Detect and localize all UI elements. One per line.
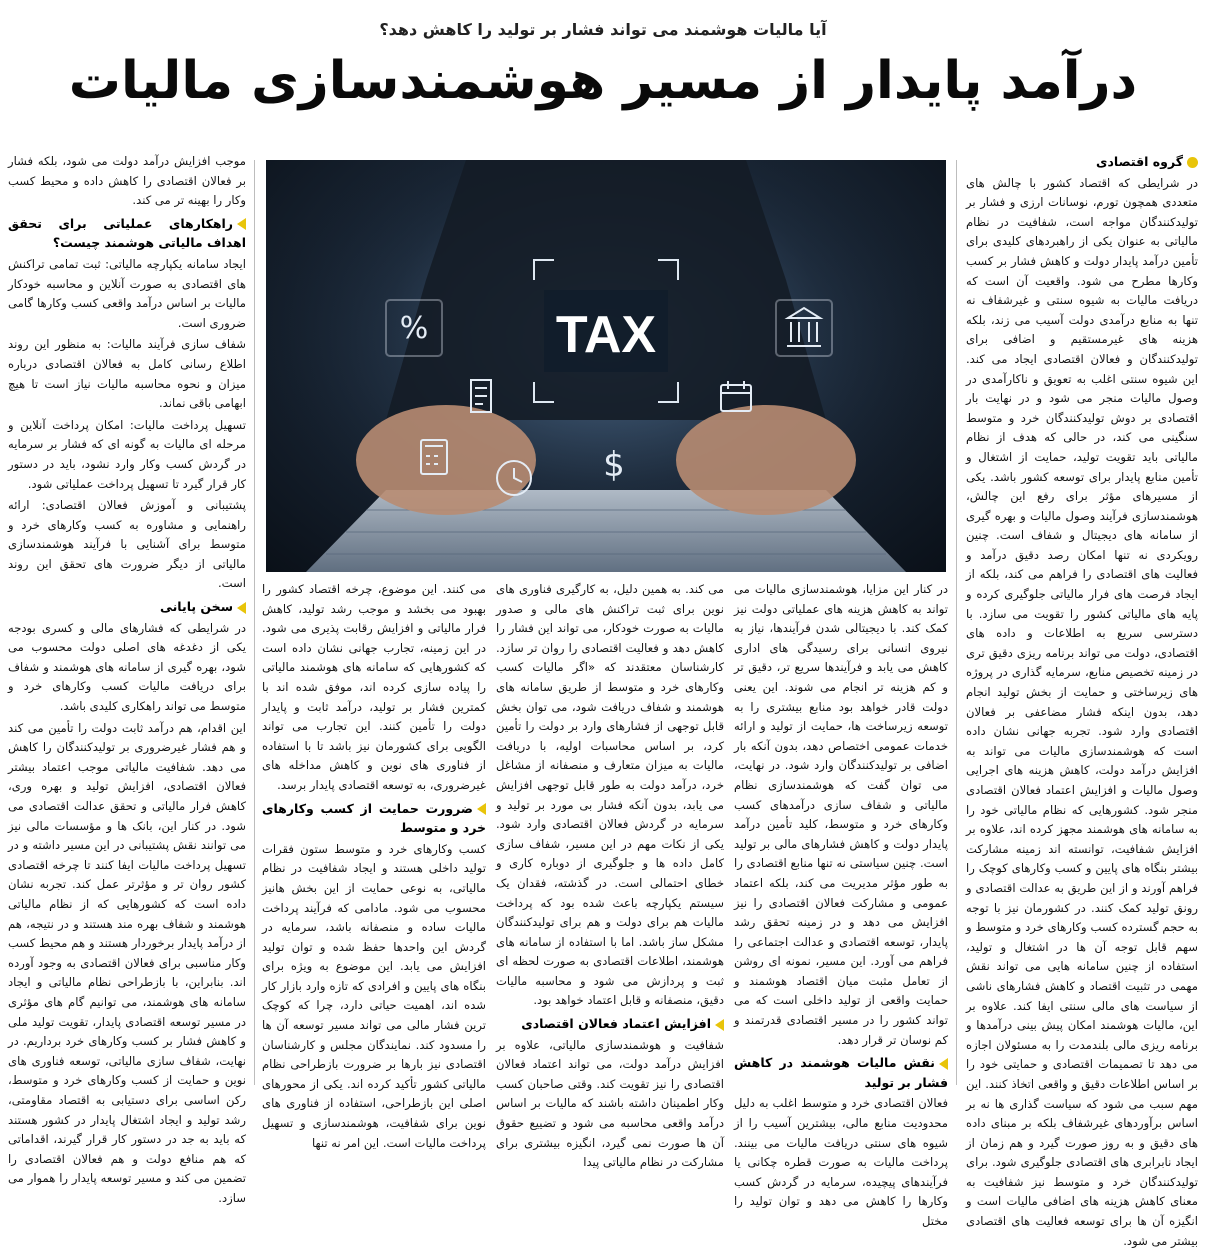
section-heading: ضرورت حمایت از کسب وکارهای خرد و متوسط [262,799,486,838]
paragraph: شفاف سازی فرآیند مالیات: به منظور این روند اطلاع رسانی کامل به فعالان اقتصادی درباره میزان و نحوه محاسبه مالیات نیاز است تا هیچ ابهامی باقی نماند. [8,337,246,411]
article-column-4 [262,580,486,1150]
section-heading: راهکارهای عملیاتی برای تحقق اهداف مالیاتی هوشمند چیست؟ [8,214,246,253]
tax-illustration [266,160,946,572]
paragraph: کسب وکارهای خرد و متوسط ستون فقرات تولید داخلی هستند و ایجاد شفافیت در نظام مالیاتی، به نوعی حمایت از این بخش هانیز محسوب می شود. مادامی که فرآیند پرداخت مالیات ساده و منصفانه باشد، سرمایه در گردش این واحدها حفظ شده و توان تولید افزایش می یابد. این موضوع به ویژه برای بنگاه های پایین و افرادی که تازه وارد بازار کار شده اند، اهمیت حیاتی دارد، چرا که کوچک ترین فشار مالی می تواند مسیر توسعه آن ها را مسدود کند. نمایندگان مجلس و کارشناسان اقتصادی نیز بارها بر ضرورت بازطراحی نظام مالیاتی کشور تأکید کرده اند. یکی از محورهای اصلی این بازطراحی، استفاده از فناوری های نوین برای شفافیت، هوشمندسازی و تسهیل پرداخت مالیات است. این امر نه تنها [262,841,486,1150]
paragraph: پشتیبانی و آموزش فعالان اقتصادی: ارائه راهنمایی و مشاوره به کسب وکارهای خرد و متوسط برای آشنایی با فرآیند هوشمندسازی مالیاتی از دیگر ضرورت های تحقق این روند است. [8,498,246,591]
byline-text: گروه اقتصادی [1096,154,1183,169]
paragraph: فعالان اقتصادی خرد و متوسط اغلب به دلیل محدودیت منابع مالی، بیشترین آسیب را از شیوه های سنتی دریافت مالیات می بینند. پرداخت مالیات به صورت قطره چکانی یا فرآیندهای پیچیده، سرمایه در گردش کسب وکارها را کاهش می دهد و توان تولید را مختل [734,1096,948,1228]
paragraph: این اقدام، هم درآمد ثابت دولت را تأمین می کند و هم فشار غیرضروری بر تولیدکنندگان را کاهش می دهد. شفافیت مالیاتی موجب اعتماد بیشتر فعالان اقتصادی، افزایش تولید و بهره وری، کاهش فرار مالیاتی و تحقق عدالت اقتصادی می شود. در کنار این، بانک ها و مؤسسات مالی نیز می توانند نقش پشتیبانی در این مسیر داشته و در تسهیل پرداخت مالیات ایفا کنند تا چرخه اقتصادی کشور روان تر و مؤثرتر عمل کند. تجربه نشان داده است که کشورهایی که از نظام مالیاتی هوشمند و شفاف بهره مند هستند و در نتیجه، هم از درآمد پایدار برخوردار هستند و هم محیط کسب وکار مناسبی برای فعالان اقتصادی به وجود آورده اند. بنابراین، با بازطراحی نظام مالیاتی و ایجاد سامانه های هوشمند، می توانیم گام های مؤثری در مسیر توسعه اقتصادی پایدار، تقویت تولید ملی و کاهش فشار بر کسب وکارهای خرد برداریم. در نهایت، شفاف سازی مالیاتی، توسعه فناوری های نوین و حمایت از کسب وکارهای خرد و متوسط، رکن اساسی برای دستیابی به اقتصاد مقاومتی، رشد تولید و ایجاد اشتغال پایدار در کشور هستند که باید به جد در دستور کار قرار گیرند، اقداماتی که هم منافع دولت و هم فعالان اقتصادی را تضمین می کند و مسیر توسعه پایدار را هموار می سازد. [8,720,246,1205]
svg-text:%: % [399,311,429,346]
paragraph: در شرایطی که فشارهای مالی و کسری بودجه یکی از دغدغه های اصلی دولت محسوب می شود، بهره گیری از سامانه های هوشمند و شفاف برای دریافت مالیات کسب وکارهای خرد و متوسط می تواند راهکاری کلیدی باشد. [8,620,246,714]
article-headline: درآمد پایدار از مسیر هوشمندسازی مالیات [68,51,1138,111]
paragraph: شفافیت و هوشمندسازی مالیاتی، علاوه بر افزایش درآمد دولت، می تواند اعتماد فعالان اقتصادی را نیز تقویت کند. وقتی صاحبان کسب وکار اطمینان داشته باشند که مالیات بر اساس درآمد واقعی محاسبه می شود و تضییع حقوق آن ها صورت نمی گیرد، انگیزه بیشتری برای مشارکت در نظام مالیاتی پیدا [496,1037,724,1170]
article-kicker: آیا مالیات هوشمند می تواند فشار بر تولید را کاهش دهد؟ [379,20,827,39]
section-heading: نقش مالیات هوشمند در کاهش فشار بر تولید [734,1053,948,1092]
article-column-2 [734,580,948,1228]
paragraph: در شرایطی که اقتصاد کشور با چالش های متعددی همچون تورم، نوسانات ارزی و فشار بر تولیدکنندگان مواجه است، شفافیت در نظام مالیاتی به عنوان یکی از راهبردهای کلیدی برای تأمین درآمد پایدار دولت و کاهش فشار بر کسب وکارها مطرح می شود. واقعیت آن است که دریافت مالیات به شیوه سنتی و غیرشفاف نه تنها به منابع درآمدی دولت آسیب می زند، بلکه هزینه های غیرمستقیم و اضافی برای تولیدکنندگان و فعالان اقتصادی ایجاد می کند. این شیوه سنتی اغلب به تعویق و ناکارآمدی در وصول مالیات منجر می شود و در نهایت بار اقتصادی بر دوش تولیدکنندگان خرد و متوسط سنگینی می کند، در حالی که هدف از نظام مالیاتی باید تقویت تولید، حمایت از اشتغال و تأمین منابع پایدار برای توسعه کشور باشد. یکی از مسیرهای مؤثر برای رفع این چالش، هوشمندسازی فرآیند وصول مالیات و بهره گیری از سامانه های دیجیتال و شفاف است. چنین رویکردی نه تنها امکان رصد دقیق درآمد و فعالیت های اقتصادی را فراهم می کند، بلکه از ایجاد فرصت های فرار مالیاتی جلوگیری کرده و پایه های مالیاتی کشور را تقویت می سازد. با دسترسی سریع به اطلاعات و داده های اقتصادی، دولت می تواند برنامه ریزی دقیق تری در زمینه تخصیص منابع، سرمایه گذاری در پروژه های زیرساختی و حمایت از بخش تولید انجام دهد، بدون اینکه فشار مضاعفی بر فعالان اقتصادی وارد شود. تجربه جهانی نشان داده است که هوشمندسازی مالیات می تواند به افزایش درآمد دولت، کاهش هزینه های اجرایی وصول مالیات و افزایش اعتماد فعالان اقتصادی منجر شود. کشورهایی که نظام مالیاتی خود را به سامانه های هوشمند مجهز کرده اند، علاوه بر افزایش شفافیت، توانسته اند زمینه مشارکت بیشتر بنگاه های پایین و کسب وکارهای کوچک را فراهم آورند و از این طریق به عدالت اقتصادی و رونق تولید کمک کنند. در کشورمان نیز با توجه به حجم گسترده کسب وکارهای خرد و متوسط و سهم قابل توجه آن ها در اشتغال و تولید، استفاده از چنین سامانه هایی می تواند نقش مهمی در تثبیت اقتصاد و کاهش فشارهای ناشی از سیاست های مالی سنتی ایفا کند. علاوه بر این، مالیات هوشمند امکان پیش بینی درآمدها و برنامه ریزی مالی بلندمدت را به مسئولان اجازه می دهد تا تصمیمات اقتصادی و حمایتی خود را بر اساس اطلاعات دقیق و واقعی اتخاذ کنند. این مهم سبب می شود که سیاست گذاری ها نه بر اساس برآوردهای غیرشفاف بلکه بر مبنای داده های دقیق و به روز صورت گیرد و هم زمان از ایجاد نابرابری های اقتصادی جلوگیری شود. برای تولیدکنندگان خرد و متوسط نیز شفافیت به معنای کاهش هزینه های اضافی مالیات است و انگیزه آن ها برای توسعه فعالیت های اقتصادی بیشتر می شود. [966,175,1198,1248]
paragraph: تسهیل پرداخت مالیات: امکان پرداخت آنلاین و مرحله ای مالیات به گونه ای که فشار بر سرمایه در گردش کسب وکار وارد نشود، باید در دستور کار قرار گیرد تا تسهیل پرداخت عملیاتی شود. [8,417,246,491]
column-divider [956,160,957,1085]
column-divider [254,160,255,1085]
svg-text:$: $ [603,445,625,485]
article-column-3 [496,580,724,1170]
right-hand [676,405,856,515]
section-heading: افزایش اعتماد فعالان اقتصادی [496,1014,724,1034]
tax-label: TAX [555,306,657,364]
article-photo [266,160,946,572]
paragraph: ایجاد سامانه یکپارچه مالیاتی: ثبت تمامی تراکنش های اقتصادی به صورت آنلاین و محاسبه خودکار مالیات بر اساس درآمد واقعی کسب وکارها گامی ضروری است. [8,256,246,330]
paragraph: در کنار این مزایا، هوشمندسازی مالیات می تواند به کاهش هزینه های عملیاتی دولت نیز کمک کند. با دیجیتالی شدن فرآیندها، نیاز به نیروی انسانی برای رسیدگی های اداری کاهش می یابد و فرآیندها سریع تر، دقیق تر و کم هزینه تر انجام می شوند. این یعنی دولت قادر خواهد بود منابع بیشتری را به توسعه زیرساخت ها، حمایت از تولید و ارائه خدمات عمومی اختصاص دهد، بدون آنکه بار اضافی بر تولیدکنندگان وارد شود. در نهایت، می توان گفت که هوشمندسازی نظام مالیاتی و شفاف سازی درآمدهای کسب وکارهای خرد و متوسط، کلید تأمین درآمد پایدار دولت و کاهش فشارهای مالی بر تولید است. چنین سیاستی نه تنها منابع اقتصادی را به طور مؤثر مدیریت می کند، بلکه اعتماد عمومی و مشارکت فعالان اقتصادی را نیز افزایش می دهد و در زمینه تحقق رشد پایدار، توسعه اقتصادی و عدالت اجتماعی را فراهم می آورد. این مسیر، نمونه ای روشن از تعامل مثبت میان اقتصاد هوشمند و حمایت واقعی از تولید داخلی است که می تواند کشور را در مسیر اقتصادی قدرتمند و کم نوسان تر قرار دهد. [734,582,948,1047]
paragraph: موجب افزایش درآمد دولت می شود، بلکه فشار بر فعالان اقتصادی را کاهش داده و محیط کسب وکار را بهینه تر می کند. [8,154,246,208]
byline [966,152,1198,172]
paragraph: می کنند. این موضوع، چرخه اقتصاد کشور را بهبود می بخشد و موجب رشد تولید، کاهش فرار مالیاتی و افزایش رقابت پذیری می شود. در این زمینه، تجارب جهانی نشان داده است که کشورهایی که سامانه های هوشمند مالیاتی را پیاده سازی کرده اند، موفق شده اند با کمترین فشار بر تولید، درآمد ثابت و پایدار دولت را تأمین کنند. این تجارب می تواند الگویی برای کشورمان نیز باشد تا با استفاده از فناوری های نوین و کاهش مداخله های غیرضروری، به توسعه اقتصادی پایدار برسد. [262,582,486,792]
paragraph: می کند. به همین دلیل، به کارگیری فناوری های نوین برای ثبت تراکنش های مالی و صدور مالیات به صورت خودکار، می تواند این فشار را کاهش دهد و فعالیت اقتصادی را روان تر سازد. کارشناسان معتقدند که «اگر مالیات کسب وکارهای خرد و متوسط از طریق سامانه های هوشمند و شفاف دریافت شود، می توان بخش قابل توجهی از فشارهای وارد بر دولت را تأمین کرد، بر اساس محاسبات اولیه، با دریافت مالیات به میزان متعارف و منصفانه از مشاغل خرد، درآمد دولت به طور قابل توجهی افزایش می یابد، بدون آنکه فشار بی مورد بر تولید و سرمایه در گردش فعالان اقتصادی وارد شود. یکی از نکات مهم در این مسیر، شفاف سازی کامل داده ها و جلوگیری از دوباره کاری و خطای احتمالی است. در گذشته، فقدان یک سیستم یکپارچه باعث شده بود که پرداخت مالیات هم برای دولت و هم برای تولیدکنندگان مشکل ساز باشد. اما با استفاده از سامانه های هوشمند، اطلاعات اقتصادی به صورت لحظه ای ثبت و پردازش می شود و محاسبه مالیات دقیق، منصفانه و قابل اعتماد خواهد بود. [496,582,724,1008]
section-heading: سخن پایانی [8,597,246,617]
publication-logo-icon [1187,157,1198,168]
article-column-1 [966,152,1198,1248]
article-column-5 [8,152,246,1205]
dollar-icon [603,445,625,485]
